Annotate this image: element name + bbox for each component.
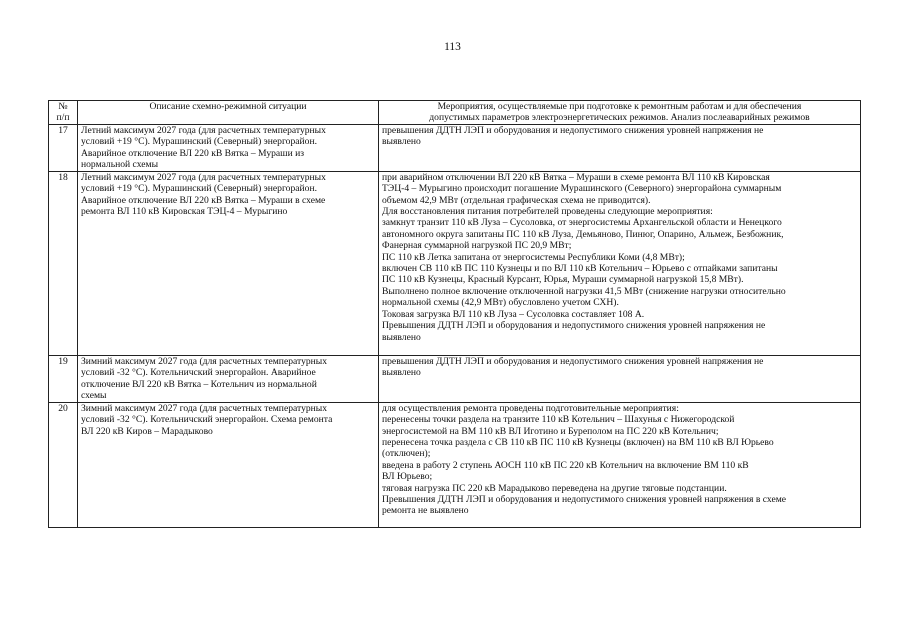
text-line: объемом 42,9 МВт (отдельная графическая схема не приводится).	[382, 194, 651, 206]
text-line: ВЛ 220 кВ Киров – Марадыково	[81, 425, 213, 437]
page-number: 113	[444, 41, 461, 53]
row-number: 19	[49, 355, 78, 402]
text-line: нормальной схемы (42,9 МВт) обусловлено учетом СХН).	[382, 297, 619, 309]
row-number: 20	[49, 402, 78, 527]
text-line: тяговая нагрузка ПС 220 кВ Марадыково переведена на другие тяговые подстанции.	[382, 482, 727, 494]
table-row	[49, 171, 861, 355]
row-description	[78, 355, 379, 402]
text-line: Для восстановления питания потребителей проведены следующие мероприятия:	[382, 206, 713, 218]
row-description	[78, 402, 379, 527]
text-line: выявлено	[382, 136, 421, 148]
text-line: Зимний максимум 2027 года (для расчетных температурных	[81, 402, 328, 414]
row-measures	[379, 355, 861, 402]
row-measures	[379, 402, 861, 527]
text-line: Зимний максимум 2027 года (для расчетных температурных	[81, 355, 328, 367]
row-description	[78, 171, 379, 355]
text-line: Фанерная суммарной нагрузкой ПС 20,9 МВт;	[382, 240, 572, 252]
text-line: ВЛ Юрьево;	[382, 471, 433, 483]
text-line: схемы	[81, 390, 107, 402]
text-line: Превышения ДДТН ЛЭП и оборудования и недопустимого снижения уровней напряжения не	[382, 320, 766, 332]
text-line: ремонта не выявлено	[382, 505, 469, 517]
table-header-row	[49, 101, 861, 125]
text-line: превышения ДДТН ЛЭП и оборудования и недопустимого снижения уровней напряжения не	[382, 124, 764, 136]
text-line: Выполнено полное включение отключенной нагрузки 41,5 МВт (снижение нагрузки относительно	[382, 285, 786, 297]
header-num-line: №	[58, 101, 68, 112]
text-line: Токовая загрузка ВЛ 110 кВ Луза – Сусоловка составляет 108 А.	[382, 308, 645, 320]
text-line: выявлено	[382, 367, 421, 379]
text-line: энергосистемой на ВМ 110 кВ ВЛ Иготино и Буреполом на ПС 220 кВ Котельнич;	[382, 425, 719, 437]
header-description-text: Описание схемно-режимной ситуации	[149, 101, 307, 112]
table-row	[49, 402, 861, 527]
row-description	[78, 124, 379, 171]
text-line: Аварийное отключение ВЛ 220 кВ Вятка – Мураши из	[81, 147, 305, 159]
text-line: ПС 110 кВ Летка запитана от энергосистемы Республики Коми (4,8 МВт);	[382, 251, 685, 263]
text-line: ПС 110 кВ Кузнецы, Красный Курсант, Юрья, Мураши суммарной нагрузкой 15,8 МВт).	[382, 274, 744, 286]
text-line: при аварийном отключении ВЛ 220 кВ Вятка – Мураши в схеме ремонта ВЛ 110 кВ Кировская	[382, 171, 770, 183]
header-measures-line: Мероприятия, осуществляемые при подготовке к ремонтным работам и для обеспечения	[437, 101, 802, 112]
header-measures-line: допустимых параметров электроэнергетических режимов. Анализ послеаварийных режимов	[429, 112, 810, 124]
row-number: 17	[49, 124, 78, 171]
table-row	[49, 124, 861, 171]
row-measures	[379, 171, 861, 355]
text-line: превышения ДДТН ЛЭП и оборудования и недопустимого снижения уровней напряжения не	[382, 355, 764, 367]
text-line: перенесена точка раздела с СВ 110 кВ ПС 110 кВ Кузнецы (включен) на ВМ 110 кВ ВЛ Юрьево	[382, 437, 774, 449]
text-line: условий +19 °С). Мурашинский (Северный) энергорайон.	[81, 183, 317, 195]
text-line: Летний максимум 2027 года (для расчетных температурных	[81, 124, 326, 136]
text-line: выявлено	[382, 331, 421, 343]
text-line: нормальной схемы	[81, 159, 159, 171]
text-line: отключение ВЛ 220 кВ Вятка – Котельнич из нормальной	[81, 378, 317, 390]
text-line: условий -32 °С). Котельничский энергорайон. Аварийное	[81, 367, 316, 379]
row-measures	[379, 124, 861, 171]
header-num-line: п/п	[56, 112, 70, 124]
text-line: Летний максимум 2027 года (для расчетных температурных	[81, 171, 326, 183]
text-line: включен СВ 110 кВ ПС 110 Кузнецы и по ВЛ 110 кВ Котельнич – Юрьево с отпайками запитаны	[382, 263, 778, 275]
text-line: введена в работу 2 ступень АОСН 110 кВ ПС 220 кВ Котельнич на включение ВМ 110 кВ	[382, 459, 749, 471]
text-line: ТЭЦ-4 – Мурыгино происходит погашение Мурашинского (Северного) энергорайона суммарным	[382, 183, 782, 195]
text-line: Аварийное отключение ВЛ 220 кВ Вятка – Мураши в схеме	[81, 194, 326, 206]
text-line: Превышения ДДТН ЛЭП и оборудования и недопустимого снижения уровней напряжения в схеме	[382, 494, 787, 506]
text-line: (отключен);	[382, 448, 431, 460]
row-number: 18	[49, 171, 78, 355]
text-line: автономного округа запитаны ПС 110 кВ Луза, Демьяново, Пинюг, Опарино, Альмеж, Безбожник,	[382, 228, 784, 240]
text-line: условий +19 °С). Мурашинский (Северный) энергорайон.	[81, 136, 317, 148]
table-row	[49, 355, 861, 402]
header-num	[49, 101, 78, 125]
text-line: перенесены точки раздела на транзите 110 кВ Котельнич – Шахунья с Нижегородской	[382, 414, 735, 426]
text-line: условий -32 °С). Котельничский энергорайон. Схема ремонта	[81, 414, 333, 426]
scenario-table	[48, 100, 861, 528]
header-description	[78, 101, 379, 125]
text-line: для осуществления ремонта проведены подготовительные мероприятия:	[382, 402, 679, 414]
header-measures	[379, 101, 861, 125]
text-line: ремонта ВЛ 110 кВ Кировская ТЭЦ-4 – Мурыгино	[81, 206, 288, 218]
text-line: замкнут транзит 110 кВ Луза – Сусоловка, от энергосистемы Архангельской области и Ненецкого	[382, 217, 782, 229]
